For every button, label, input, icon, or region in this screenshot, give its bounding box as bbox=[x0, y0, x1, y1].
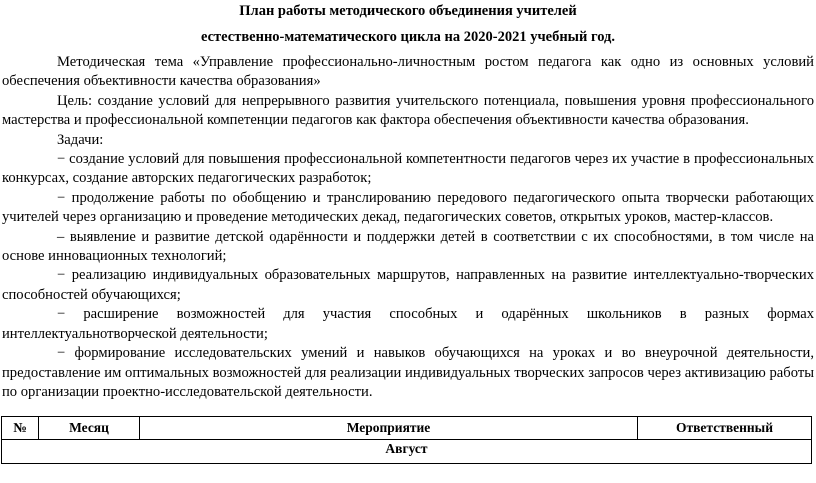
plan-table bbox=[1, 416, 812, 464]
paragraph-task-2: − продолжение работы по обобщению и транслированию передового педагогического опыта творчески работающих учителей через организацию и проведение методических декад, педагогических советов, открытых уроков, мастер-классов. bbox=[2, 189, 814, 226]
paragraph-task-4: − реализацию индивидуальных образовательных маршрутов, направленных на развитие интеллектуально-творческих способностей обучающихся; bbox=[2, 267, 814, 303]
paragraph-task-6: − формирование исследовательских умений и навыков обучающихся на уроках и во внеурочной деятельности, предоставление им оптимальных возможностей для реализации индивидуальных творческих запросов через активизацию работы по организации проектно-исследовательской деятельности. bbox=[2, 345, 814, 400]
table-header-row bbox=[2, 417, 812, 440]
paragraph-task-5: − расширение возможностей для участия способных и одарённых школьников в разных формах интеллектуальнотворческой деятельности; bbox=[2, 306, 814, 342]
document-body bbox=[2, 53, 814, 402]
section-month: Август bbox=[2, 440, 812, 464]
paragraph-theme: Методическая тема «Управление профессионально-личностным ростом педагога как одно из основных условий обеспечения объективности качества образования» bbox=[2, 54, 814, 90]
table-section-row bbox=[2, 440, 812, 464]
paragraph-task-3: – выявление и развитие детской одарённости и поддержки детей в соответствии с их способностями, в том числе на основе инновационных технологий; bbox=[2, 228, 814, 265]
paragraph-tasks-heading: Задачи: bbox=[57, 131, 104, 148]
header-num: № bbox=[2, 417, 39, 440]
header-responsible: Ответственный bbox=[638, 417, 812, 440]
document-title: План работы методического объединения учителей bbox=[239, 3, 577, 19]
paragraph-task-1: − создание условий для повышения профессиональной компетентности педагогов через их участие в профессиональных конкурсах, создание авторских педагогических разработок; bbox=[2, 151, 814, 187]
document-subtitle: естественно-математического цикла на 2020-2021 учебный год. bbox=[200, 29, 615, 45]
header-month: Месяц bbox=[39, 417, 140, 440]
header-event: Мероприятие bbox=[140, 417, 638, 440]
paragraph-goal: Цель: создание условий для непрерывного развития учительского потенциала, повышения уровня профессионального мастерства и профессиональной компетенции педагогов как фактора обеспечения объективности качества образования. bbox=[2, 92, 814, 129]
